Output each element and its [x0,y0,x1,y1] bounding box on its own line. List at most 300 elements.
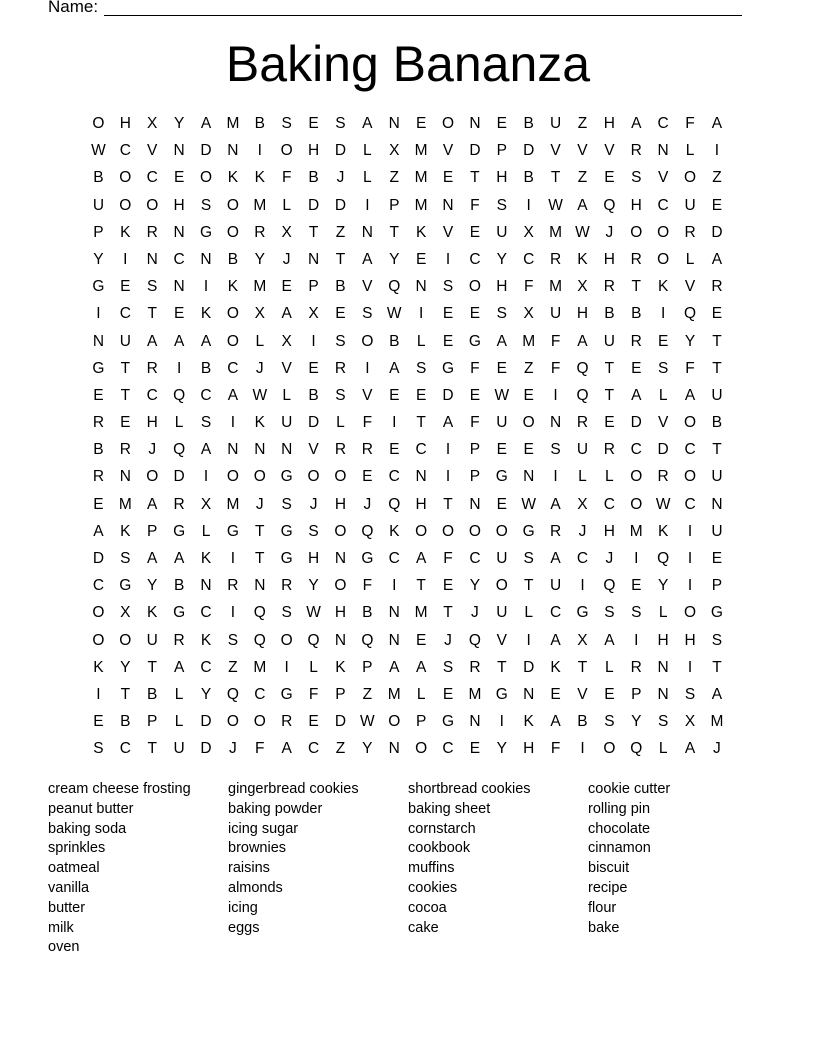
grid-letter[interactable]: H [334,495,347,513]
grid-letter[interactable]: W [252,386,268,404]
grid-letter[interactable]: D [334,196,347,214]
grid-letter[interactable]: V [604,142,615,160]
grid-letter[interactable]: V [577,142,588,160]
grid-letter[interactable]: W [494,386,510,404]
grid-letter[interactable]: C [119,142,131,160]
grid-letter[interactable]: F [550,332,561,350]
grid-letter[interactable]: D [200,713,212,731]
grid-letter[interactable]: E [469,305,481,323]
grid-letter[interactable]: F [362,414,373,432]
grid-letter[interactable]: A [173,550,185,567]
grid-letter[interactable]: F [443,550,453,567]
grid-letter[interactable]: J [713,740,721,758]
grid-letter[interactable]: R [603,278,615,296]
grid-letter[interactable]: D [442,386,454,404]
grid-letter[interactable]: G [495,685,508,703]
grid-letter[interactable]: I [634,631,639,649]
grid-letter[interactable]: Y [308,577,319,595]
grid-letter[interactable]: X [200,495,212,513]
grid-letter[interactable]: S [200,196,212,214]
grid-letter[interactable]: Q [603,196,616,214]
grid-letter[interactable]: U [576,441,589,459]
grid-letter[interactable]: Y [496,740,507,758]
grid-letter[interactable]: A [389,359,400,377]
grid-letter[interactable]: G [576,604,589,622]
grid-letter[interactable]: A [631,386,642,404]
grid-letter[interactable]: T [712,658,722,676]
grid-letter[interactable]: S [496,305,507,323]
grid-letter[interactable]: I [526,196,531,214]
grid-letter[interactable]: O [603,740,616,758]
grid-letter[interactable]: I [257,142,262,160]
grid-letter[interactable]: X [523,223,534,241]
grid-letter[interactable]: F [362,577,373,595]
grid-letter[interactable]: N [254,577,266,595]
grid-letter[interactable]: P [496,142,507,160]
grid-letter[interactable]: N [146,250,158,268]
grid-letter[interactable]: N [361,223,373,241]
grid-letter[interactable]: A [93,522,104,540]
grid-letter[interactable]: V [657,169,669,187]
grid-letter[interactable]: P [93,223,104,241]
grid-letter[interactable]: W [386,305,402,323]
grid-letter[interactable]: D [657,441,669,459]
grid-letter[interactable]: W [575,223,590,241]
grid-letter[interactable]: I [176,359,182,377]
grid-letter[interactable]: H [146,414,158,432]
grid-letter[interactable]: C [523,250,535,268]
grid-letter[interactable]: N [388,631,400,649]
grid-letter[interactable]: Y [173,115,185,132]
grid-letter[interactable]: A [550,713,561,731]
grid-letter[interactable]: O [119,196,132,214]
grid-letter[interactable]: I [687,522,693,540]
grid-letter[interactable]: K [254,414,265,432]
grid-letter[interactable]: S [281,604,292,622]
grid-letter[interactable]: M [387,685,401,703]
grid-letter[interactable]: O [226,196,239,214]
grid-letter[interactable]: G [173,522,186,540]
grid-letter[interactable]: C [469,250,481,268]
grid-letter[interactable]: T [335,250,346,268]
grid-letter[interactable]: T [255,550,265,567]
grid-letter[interactable]: G [119,577,132,595]
grid-letter[interactable]: H [630,196,642,214]
grid-letter[interactable]: X [577,495,588,513]
grid-letter[interactable]: Q [226,685,239,703]
grid-letter[interactable]: S [281,495,292,513]
grid-letter[interactable]: L [363,169,372,187]
grid-letter[interactable]: O [657,250,670,268]
grid-letter[interactable]: R [549,250,562,268]
grid-letter[interactable]: G [173,604,186,622]
grid-letter[interactable]: Q [630,740,643,758]
grid-letter[interactable]: G [361,550,374,567]
grid-letter[interactable]: H [603,522,615,540]
grid-letter[interactable]: A [496,332,507,350]
grid-letter[interactable]: Y [469,577,481,595]
grid-letter[interactable]: E [173,169,185,187]
grid-letter[interactable]: E [550,685,561,703]
grid-letter[interactable]: R [630,658,642,676]
grid-letter[interactable]: I [580,740,585,758]
grid-letter[interactable]: T [147,658,157,676]
grid-letter[interactable]: O [226,713,239,731]
grid-letter[interactable]: A [147,332,158,350]
grid-letter[interactable]: I [714,142,720,160]
grid-letter[interactable]: L [363,142,372,160]
grid-letter[interactable]: U [119,332,131,350]
grid-letter[interactable]: E [335,305,346,323]
grid-letter[interactable]: F [550,359,561,377]
grid-letter[interactable]: O [226,332,239,350]
grid-letter[interactable]: O [226,305,239,323]
grid-letter[interactable]: O [441,115,455,132]
grid-letter[interactable]: O [280,631,293,649]
grid-letter[interactable]: D [523,658,535,676]
grid-letter[interactable]: I [311,332,316,350]
grid-letter[interactable]: C [576,550,589,567]
grid-letter[interactable]: L [201,522,211,540]
grid-letter[interactable]: C [173,250,185,268]
grid-letter[interactable]: E [657,332,669,350]
grid-letter[interactable]: C [657,196,669,214]
grid-letter[interactable]: C [388,550,400,567]
grid-letter[interactable]: O [334,577,347,595]
grid-letter[interactable]: L [282,386,291,404]
grid-letter[interactable]: E [631,577,642,595]
grid-letter[interactable]: T [577,658,588,676]
grid-letter[interactable]: M [710,713,724,731]
grid-letter[interactable]: V [442,223,454,241]
grid-letter[interactable]: K [550,658,561,676]
grid-letter[interactable]: O [361,332,374,350]
grid-letter[interactable]: T [523,577,534,595]
grid-letter[interactable]: G [710,604,723,622]
grid-letter[interactable]: O [684,468,697,486]
grid-letter[interactable]: S [93,740,104,758]
grid-letter[interactable]: I [230,414,236,432]
grid-letter[interactable]: N [119,468,131,486]
grid-letter[interactable]: U [496,223,508,241]
grid-letter[interactable]: T [416,414,426,432]
grid-letter[interactable]: N [523,685,535,703]
grid-letter[interactable]: C [603,495,615,513]
grid-letter[interactable]: D [173,468,185,486]
grid-letter[interactable]: E [415,115,427,132]
grid-letter[interactable]: T [147,305,157,323]
grid-letter[interactable]: N [469,713,481,731]
grid-letter[interactable]: Q [388,495,401,513]
grid-letter[interactable]: T [389,223,399,241]
grid-letter[interactable]: O [415,522,428,540]
grid-letter[interactable]: C [684,495,696,513]
grid-letter[interactable]: L [416,332,426,350]
grid-letter[interactable]: R [549,522,562,540]
grid-letter[interactable]: Q [468,631,481,649]
grid-letter[interactable]: B [631,305,642,323]
grid-letter[interactable]: N [307,250,320,268]
grid-letter[interactable]: O [468,278,481,296]
grid-letter[interactable]: S [362,305,373,323]
grid-letter[interactable]: Y [684,332,696,350]
grid-letter[interactable]: C [119,740,131,758]
grid-letter[interactable]: M [118,495,132,513]
grid-letter[interactable]: E [415,250,427,268]
grid-letter[interactable]: F [281,169,292,187]
grid-letter[interactable]: H [119,115,131,132]
grid-letter[interactable]: E [93,495,104,513]
grid-letter[interactable]: Y [657,577,669,595]
grid-letter[interactable]: X [281,223,292,241]
grid-letter[interactable]: L [605,658,614,676]
grid-letter[interactable]: R [361,441,373,459]
grid-letter[interactable]: K [120,223,131,241]
grid-letter[interactable]: A [550,631,561,649]
grid-letter[interactable]: Y [631,713,642,731]
grid-letter[interactable]: Y [147,577,158,595]
grid-letter[interactable]: L [685,250,695,268]
grid-letter[interactable]: V [657,414,669,432]
grid-letter[interactable]: C [388,468,400,486]
grid-letter[interactable]: I [365,196,370,214]
grid-letter[interactable]: R [334,359,347,377]
grid-letter[interactable]: B [93,441,104,459]
grid-letter[interactable]: A [415,658,427,676]
grid-letter[interactable]: I [123,250,128,268]
name-blank-line[interactable] [104,15,742,16]
grid-letter[interactable]: U [549,577,562,595]
grid-letter[interactable]: N [442,196,454,214]
grid-letter[interactable]: Q [684,305,697,323]
grid-letter[interactable]: J [282,250,291,268]
grid-letter[interactable]: K [227,169,239,187]
grid-letter[interactable]: M [226,115,240,132]
grid-letter[interactable]: Q [388,278,401,296]
grid-letter[interactable]: K [227,278,239,296]
grid-letter[interactable]: V [442,142,454,160]
grid-letter[interactable]: A [227,386,239,404]
grid-letter[interactable]: A [550,550,561,567]
grid-letter[interactable]: R [711,278,723,296]
grid-letter[interactable]: E [389,441,400,459]
grid-letter[interactable]: T [120,386,131,404]
grid-letter[interactable]: Q [253,631,266,649]
grid-letter[interactable]: E [604,169,615,187]
grid-letter[interactable]: D [307,414,320,432]
grid-letter[interactable]: T [550,169,561,187]
grid-letter[interactable]: I [553,386,558,404]
grid-letter[interactable]: E [442,305,454,323]
grid-letter[interactable]: O [684,604,697,622]
grid-letter[interactable]: Q [361,631,374,649]
grid-letter[interactable]: Z [335,223,346,241]
grid-letter[interactable]: K [389,522,400,540]
grid-letter[interactable]: A [604,631,615,649]
grid-letter[interactable]: E [604,685,615,703]
grid-letter[interactable]: N [657,658,669,676]
grid-letter[interactable]: S [335,332,346,350]
grid-letter[interactable]: S [657,359,669,377]
grid-letter[interactable]: W [548,196,563,214]
grid-letter[interactable]: U [496,414,508,432]
grid-letter[interactable]: J [336,169,345,187]
grid-letter[interactable]: I [445,468,451,486]
grid-letter[interactable]: B [254,115,265,132]
grid-letter[interactable]: H [173,196,185,214]
grid-letter[interactable]: O [119,169,132,187]
grid-letter[interactable]: X [523,305,534,323]
grid-letter[interactable]: O [146,196,159,214]
grid-letter[interactable]: M [253,196,267,214]
grid-letter[interactable]: O [415,740,428,758]
grid-letter[interactable]: Y [389,250,400,268]
grid-letter[interactable]: T [443,495,453,513]
grid-letter[interactable]: F [308,685,319,703]
grid-letter[interactable]: T [120,685,131,703]
grid-letter[interactable]: C [307,740,320,758]
grid-letter[interactable]: G [495,468,508,486]
grid-letter[interactable]: F [685,359,695,377]
grid-letter[interactable]: B [523,115,534,132]
grid-letter[interactable]: N [334,631,347,649]
grid-letter[interactable]: E [523,386,534,404]
grid-letter[interactable]: A [200,115,212,132]
grid-letter[interactable]: S [120,550,131,567]
grid-letter[interactable]: K [657,522,669,540]
grid-letter[interactable]: R [630,332,642,350]
grid-letter[interactable]: W [521,495,537,513]
grid-letter[interactable]: N [415,278,427,296]
grid-letter[interactable]: J [471,604,479,622]
grid-letter[interactable]: U [173,740,185,758]
grid-letter[interactable]: E [442,577,454,595]
grid-letter[interactable]: K [200,631,212,649]
grid-letter[interactable]: I [499,713,504,731]
grid-letter[interactable]: M [549,223,563,241]
grid-letter[interactable]: E [496,441,507,459]
grid-letter[interactable]: E [496,495,507,513]
grid-letter[interactable]: L [658,604,668,622]
grid-letter[interactable]: I [580,577,585,595]
grid-letter[interactable]: O [226,468,239,486]
grid-letter[interactable]: T [443,604,453,622]
grid-letter[interactable]: M [414,604,428,622]
grid-letter[interactable]: M [253,278,267,296]
grid-letter[interactable]: J [255,359,264,377]
grid-letter[interactable]: X [254,305,265,323]
grid-letter[interactable]: K [335,658,346,676]
grid-letter[interactable]: I [230,550,236,567]
grid-letter[interactable]: B [200,359,212,377]
grid-letter[interactable]: A [200,332,212,350]
grid-letter[interactable]: N [549,414,562,432]
grid-letter[interactable]: I [526,631,531,649]
grid-letter[interactable]: E [415,386,427,404]
grid-letter[interactable]: Z [577,169,588,187]
grid-letter[interactable]: T [712,441,722,459]
grid-letter[interactable]: Z [389,169,399,187]
grid-letter[interactable]: R [146,223,158,241]
grid-letter[interactable]: A [442,414,454,432]
grid-letter[interactable]: B [362,604,373,622]
grid-letter[interactable]: O [441,522,455,540]
grid-letter[interactable]: O [495,577,508,595]
grid-letter[interactable]: E [93,386,104,404]
grid-letter[interactable]: O [226,223,239,241]
grid-letter[interactable]: B [711,414,723,432]
grid-letter[interactable]: P [362,658,373,676]
grid-letter[interactable]: P [308,278,319,296]
grid-letter[interactable]: S [711,631,723,649]
grid-letter[interactable]: T [712,332,722,350]
grid-letter[interactable]: X [577,631,588,649]
grid-letter[interactable]: O [684,414,697,432]
grid-letter[interactable]: F [255,740,265,758]
grid-letter[interactable]: A [200,441,212,459]
grid-letter[interactable]: D [630,414,642,432]
grid-letter[interactable]: T [308,223,319,241]
grid-letter[interactable]: L [174,713,184,731]
grid-letter[interactable]: E [711,305,723,323]
grid-letter[interactable]: A [711,115,723,132]
grid-letter[interactable]: O [199,169,213,187]
grid-letter[interactable]: K [415,223,427,241]
grid-letter[interactable]: O [146,468,159,486]
grid-letter[interactable]: I [365,359,370,377]
grid-letter[interactable]: R [92,468,105,486]
grid-letter[interactable]: E [523,441,534,459]
grid-letter[interactable]: N [227,142,239,160]
grid-letter[interactable]: L [658,386,668,404]
grid-letter[interactable]: S [335,115,346,132]
grid-letter[interactable]: H [684,631,696,649]
grid-letter[interactable]: T [416,577,426,595]
grid-letter[interactable]: D [469,142,481,160]
grid-letter[interactable]: T [147,740,157,758]
grid-letter[interactable]: M [414,142,428,160]
grid-letter[interactable]: N [657,142,669,160]
grid-letter[interactable]: R [119,441,131,459]
grid-letter[interactable]: J [309,495,318,513]
grid-letter[interactable]: D [200,142,212,160]
grid-letter[interactable]: E [362,468,373,486]
grid-letter[interactable]: C [146,169,158,187]
grid-letter[interactable]: K [200,550,212,567]
grid-letter[interactable]: R [254,223,266,241]
grid-letter[interactable]: P [469,468,481,486]
grid-letter[interactable]: U [146,631,158,649]
grid-letter[interactable]: O [334,522,347,540]
grid-letter[interactable]: C [200,604,212,622]
grid-letter[interactable]: U [711,522,723,540]
grid-letter[interactable]: W [91,142,106,160]
grid-letter[interactable]: B [120,713,131,731]
grid-letter[interactable]: E [120,414,131,432]
grid-letter[interactable]: H [523,740,535,758]
grid-letter[interactable]: L [282,196,291,214]
grid-letter[interactable]: N [334,550,347,567]
grid-letter[interactable]: J [444,631,452,649]
grid-letter[interactable]: O [92,604,105,622]
grid-letter[interactable]: B [308,169,319,187]
grid-letter[interactable]: B [604,305,615,323]
grid-letter[interactable]: U [711,386,723,404]
grid-letter[interactable]: L [174,414,184,432]
grid-letter[interactable]: W [306,604,321,622]
grid-letter[interactable]: L [685,142,695,160]
grid-letter[interactable]: N [711,495,723,513]
